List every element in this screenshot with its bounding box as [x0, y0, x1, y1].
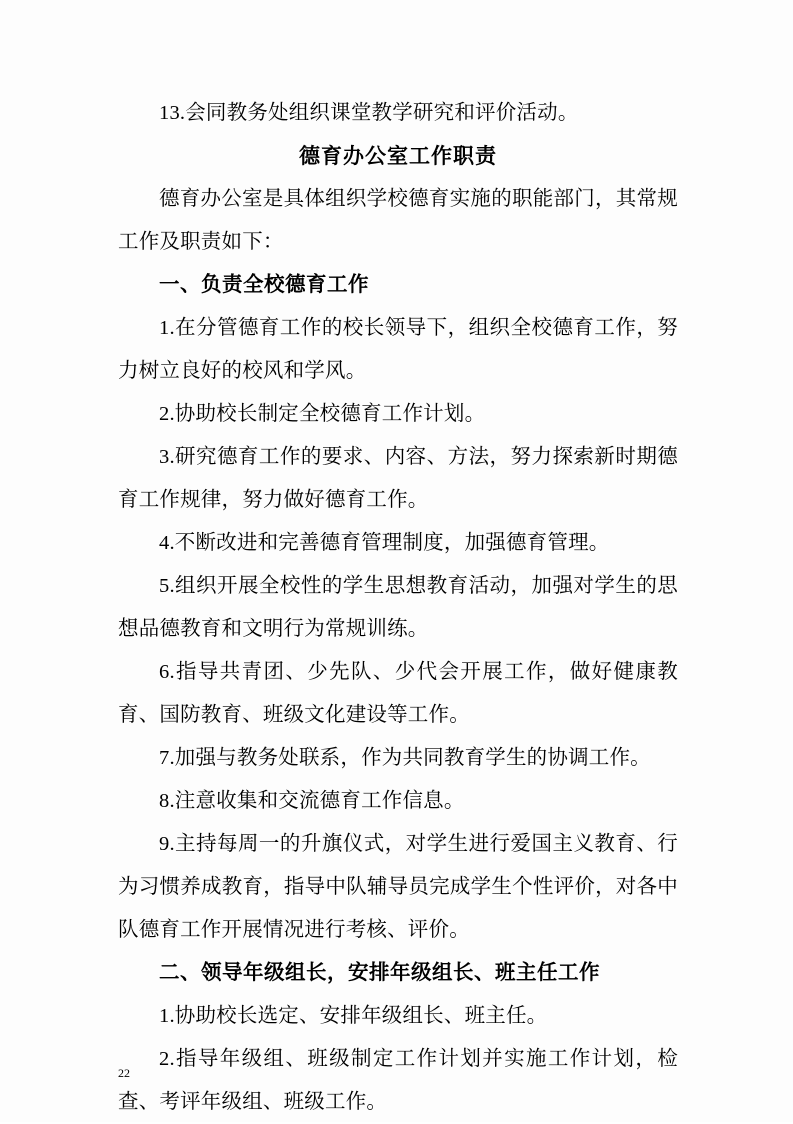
subsection-heading: 一、负责全校德育工作 — [159, 274, 369, 296]
paragraph: 9.主持每周一的升旗仪式，对学生进行爱国主义教育、行为习惯养成教育，指导中队辅导员完成学生个性评价，对各中队德育工作开展情况进行考核、评价。 — [118, 833, 678, 941]
paragraph: 德育办公室是具体组织学校德育实施的职能部门，其常规工作及职责如下： — [118, 188, 678, 253]
document-body — [118, 92, 678, 1124]
subsection-heading: 二、领导年级组长，安排年级组长、班主任工作 — [159, 962, 600, 984]
paragraph: 5.组织开展全校性的学生思想教育活动，加强对学生的思想品德教育和文明行为常规训练。 — [118, 575, 678, 640]
paragraph: 13.会同教务处组织课堂教学研究和评价活动。 — [159, 102, 579, 124]
paragraph: 1.协助校长选定、安排年级组长、班主任。 — [159, 1005, 548, 1027]
paragraph: 4.不断改进和完善德育管理制度，加强德育管理。 — [159, 532, 610, 554]
paragraph: 7.加强与教务处联系，作为共同教育学生的协调工作。 — [159, 747, 651, 769]
paragraph: 1.在分管德育工作的校长领导下，组织全校德育工作，努力树立良好的校风和学风。 — [118, 317, 678, 382]
section-title: 德育办公室工作职责 — [299, 144, 497, 168]
paragraph: 6.指导共青团、少先队、少代会开展工作，做好健康教育、国防教育、班级文化建设等工作。 — [118, 661, 678, 726]
paragraph: 2.指导年级组、班级制定工作计划并实施工作计划，检查、考评年级组、班级工作。 — [118, 1048, 678, 1113]
paragraph: 3.研究德育工作的要求、内容、方法，努力探索新时期德育工作规律，努力做好德育工作。 — [118, 446, 678, 511]
paragraph: 2.协助校长制定全校德育工作计划。 — [159, 403, 486, 425]
paragraph: 8.注意收集和交流德育工作信息。 — [159, 790, 465, 812]
page-number: 22 — [118, 1066, 130, 1080]
